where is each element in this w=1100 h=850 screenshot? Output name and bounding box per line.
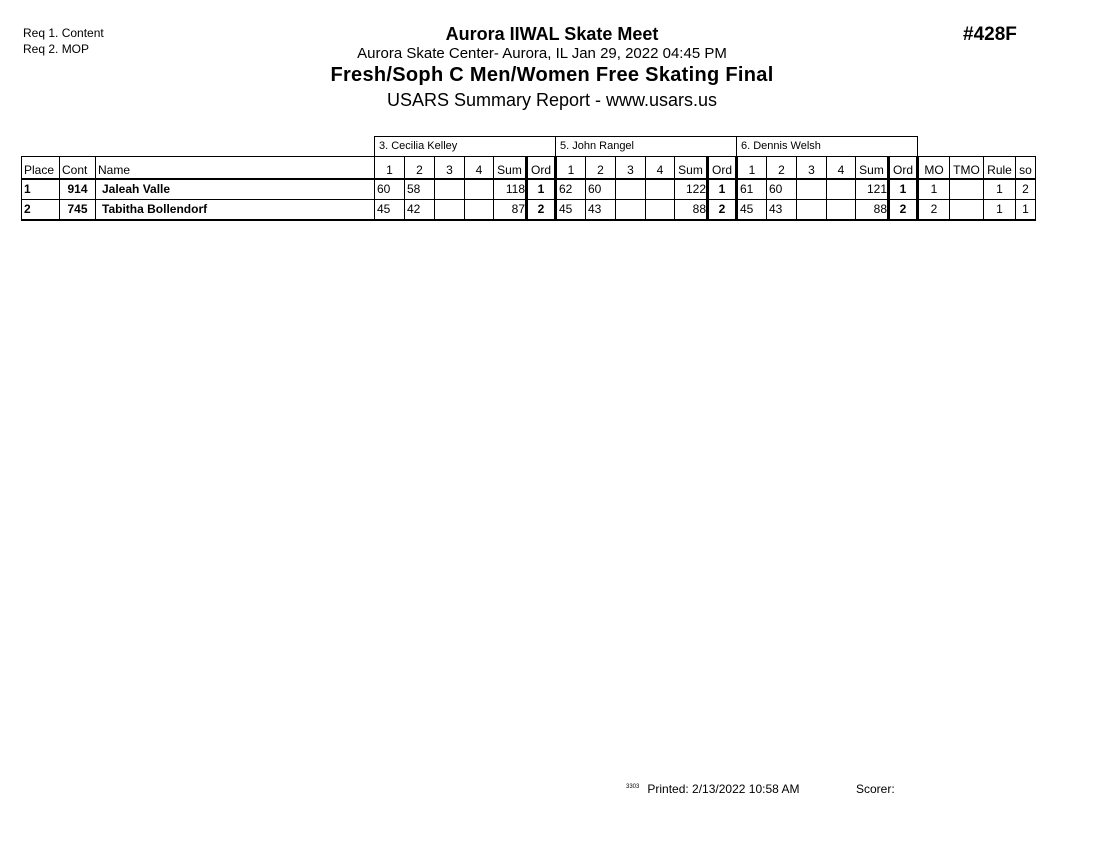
score-cell: 45 xyxy=(737,200,767,221)
sum-cell: 88 xyxy=(675,200,708,221)
score-cell: 42 xyxy=(405,200,435,221)
scorer-label: Scorer: xyxy=(856,782,895,796)
score-cell xyxy=(616,200,646,221)
col-name: Name xyxy=(96,157,375,180)
col-score-4: 4 xyxy=(646,157,675,180)
score-cell: 45 xyxy=(556,200,586,221)
col-ord: Ord xyxy=(527,157,556,180)
score-cell: 62 xyxy=(556,179,586,200)
score-cell: 60 xyxy=(375,179,405,200)
event-number: #428F xyxy=(963,24,1017,45)
table-row xyxy=(22,179,1036,200)
score-cell xyxy=(465,200,494,221)
mo-cell: 1 xyxy=(918,179,950,200)
report-title: USARS Summary Report - www.usars.us xyxy=(386,90,718,110)
score-cell xyxy=(827,179,856,200)
col-score-2: 2 xyxy=(586,157,616,180)
sum-cell: 118 xyxy=(494,179,527,200)
judge-name: 5. John Rangel xyxy=(556,137,737,157)
tmo-cell xyxy=(950,200,984,221)
ord-cell: 2 xyxy=(889,200,918,221)
judge-name: 3. Cecilia Kelley xyxy=(375,137,556,157)
col-score-3: 3 xyxy=(435,157,465,180)
so-cell: 2 xyxy=(1016,179,1036,200)
score-cell xyxy=(797,179,827,200)
printed-footer xyxy=(626,782,799,796)
venue-line: Aurora Skate Center- Aurora, IL Jan 29, 2022 04:45 PM xyxy=(357,45,727,62)
skater-name: Jaleah Valle xyxy=(96,179,375,200)
sum-cell: 87 xyxy=(494,200,527,221)
footer-code: 3303 xyxy=(626,784,640,790)
col-ord: Ord xyxy=(889,157,918,180)
sum-cell: 121 xyxy=(856,179,889,200)
col-score-4: 4 xyxy=(465,157,494,180)
score-cell xyxy=(435,200,465,221)
score-cell xyxy=(646,200,675,221)
meet-title: Aurora IIWAL Skate Meet xyxy=(445,24,659,44)
column-header-row xyxy=(22,157,1036,180)
rule-cell: 1 xyxy=(984,179,1016,200)
judge-name: 6. Dennis Welsh xyxy=(737,137,918,157)
col-place: Place xyxy=(22,157,60,180)
col-sum: Sum xyxy=(856,157,889,180)
score-cell: 61 xyxy=(737,179,767,200)
col-tmo: TMO xyxy=(950,157,984,180)
skater-name: Tabitha Bollendorf xyxy=(96,200,375,221)
place-cell: 1 xyxy=(22,179,60,200)
col-ord: Ord xyxy=(708,157,737,180)
requirements-list xyxy=(23,25,104,57)
rule-cell: 1 xyxy=(984,200,1016,221)
col-so: so xyxy=(1016,157,1036,180)
sum-cell: 122 xyxy=(675,179,708,200)
ord-cell: 1 xyxy=(527,179,556,200)
col-score-3: 3 xyxy=(616,157,646,180)
score-cell: 45 xyxy=(375,200,405,221)
ord-cell: 1 xyxy=(708,179,737,200)
judge-header-row xyxy=(22,137,1036,157)
score-cell xyxy=(616,179,646,200)
table-row xyxy=(22,200,1036,221)
col-cont: Cont xyxy=(60,157,96,180)
col-rule: Rule xyxy=(984,157,1016,180)
sum-cell: 88 xyxy=(856,200,889,221)
requirement-1: Req 1. Content xyxy=(23,26,104,40)
col-score-1: 1 xyxy=(375,157,405,180)
col-mo: MO xyxy=(918,157,950,180)
results-table xyxy=(21,136,1036,221)
score-cell: 43 xyxy=(767,200,797,221)
place-cell: 2 xyxy=(22,200,60,221)
event-title: Fresh/Soph C Men/Women Free Skating Final xyxy=(330,64,774,86)
ord-cell: 1 xyxy=(889,179,918,200)
so-cell: 1 xyxy=(1016,200,1036,221)
score-cell: 58 xyxy=(405,179,435,200)
ord-cell: 2 xyxy=(527,200,556,221)
tmo-cell xyxy=(950,179,984,200)
score-cell xyxy=(827,200,856,221)
score-cell: 43 xyxy=(586,200,616,221)
cont-cell: 745 xyxy=(60,200,96,221)
col-sum: Sum xyxy=(494,157,527,180)
col-score-2: 2 xyxy=(405,157,435,180)
score-cell xyxy=(646,179,675,200)
score-cell xyxy=(435,179,465,200)
score-cell xyxy=(465,179,494,200)
score-cell: 60 xyxy=(767,179,797,200)
col-score-3: 3 xyxy=(797,157,827,180)
col-score-2: 2 xyxy=(767,157,797,180)
col-score-1: 1 xyxy=(556,157,586,180)
ord-cell: 2 xyxy=(708,200,737,221)
col-score-1: 1 xyxy=(737,157,767,180)
mo-cell: 2 xyxy=(918,200,950,221)
printed-timestamp: Printed: 2/13/2022 10:58 AM xyxy=(647,782,800,796)
requirement-2: Req 2. MOP xyxy=(23,42,90,56)
col-score-4: 4 xyxy=(827,157,856,180)
score-cell: 60 xyxy=(586,179,616,200)
cont-cell: 914 xyxy=(60,179,96,200)
col-sum: Sum xyxy=(675,157,708,180)
score-cell xyxy=(797,200,827,221)
